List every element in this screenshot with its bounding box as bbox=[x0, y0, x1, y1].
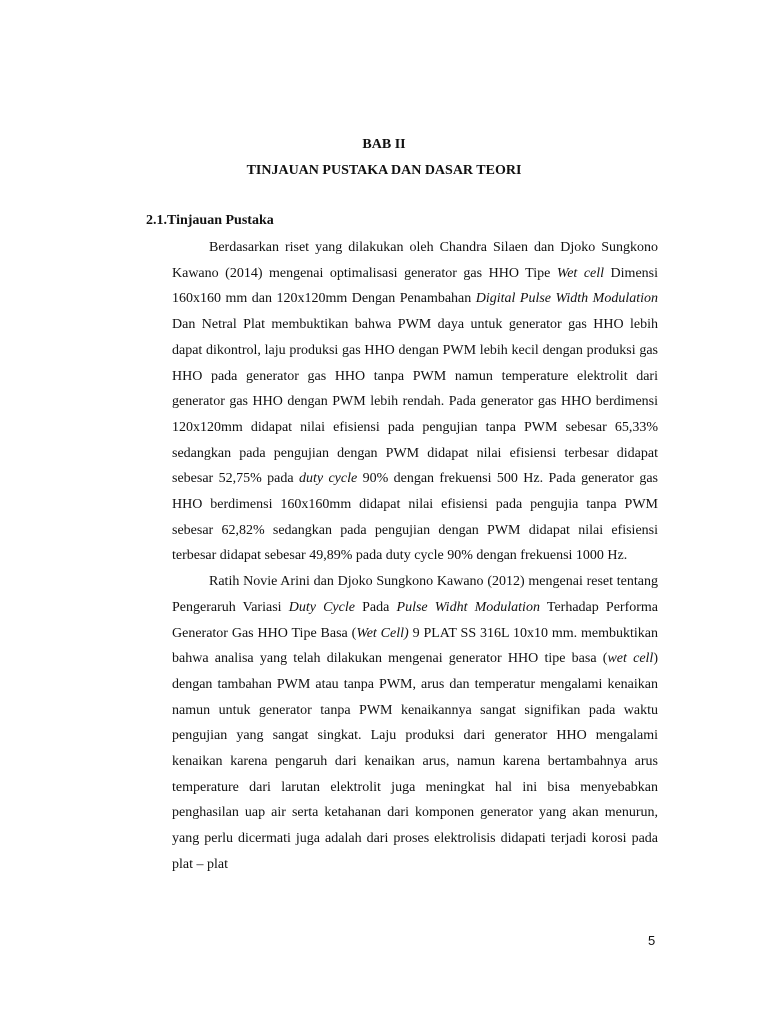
paragraph-2-text-3: Terhadap Performa Generator Gas HHO Tipe Basa ( bbox=[172, 599, 658, 641]
paragraph-1-text-4: 90% dengan frekuensi 500 Hz. Pada generator gas HHO berdimensi 160x160mm didapat nilai efisiensi pada pengujia tanpa PWM sebesar 62,82% sedangkan pada pengujian dengan PWM didapat nilai efisiensi terbesar didapat sebesar 49,89% pada duty cycle 90% dengan frekuensi 1000 Hz. bbox=[172, 471, 658, 564]
page-number: 5 bbox=[648, 933, 656, 948]
paragraph-1-text-3: Dan Netral Plat membuktikan bahwa PWM daya untuk generator gas HHO lebih dapat dikontrol, laju produksi gas HHO dengan PWM lebih kecil dengan produksi gas HHO pada generator gas HHO tanpa PWM namun temperature elektrolit dari generator gas HHO dengan PWM lebih rendah. Pada generator gas HHO berdimensi 120x120mm didapat nilai efisiensi pada pengujian tanpa PWM sebesar 65,33% sedangkan pada pengujian dengan PWM didapat nilai efisiensi terbesar didapat sebesar 52,75% pada bbox=[172, 317, 658, 487]
paragraph-2-text-2: Pada bbox=[354, 599, 397, 615]
paragraph-1-text-2: Dimensi 160x160 mm dan 120x120mm Dengan Penambahan bbox=[172, 265, 658, 307]
paragraph-1-italic-2: Digital Pulse Width Modulation bbox=[475, 291, 658, 307]
paragraph-2-italic-3: Wet Cell) bbox=[356, 625, 409, 641]
paragraph-2-italic-4: wet cell bbox=[607, 651, 654, 667]
paragraph-2-text-4: 9 PLAT SS 316L 10x10 mm. membuktikan bahwa analisa yang telah dilakukan mengenai generator HHO tipe basa ( bbox=[172, 625, 658, 667]
paragraph-1-text-1: Berdasarkan riset yang dilakukan oleh Chandra Silaen dan Djoko Sungkono Kawano (2014) mengenai optimalisasi generator gas HHO Tipe bbox=[172, 240, 658, 281]
paragraph-2-italic-2: Pulse Widht Modulation bbox=[396, 599, 540, 615]
section-heading: 2.1.Tinjauan Pustaka bbox=[146, 213, 274, 228]
paragraph-1 bbox=[172, 235, 658, 569]
paragraph-2-text-5: ) dengan tambahan PWM atau tanpa PWM, arus dan temperatur mengalami kenaikan namun untuk generator tanpa PWM kenaikannya sangat signifikan pada waktu pengujian yang sangat singkat. Laju produksi dari generator HHO mengalami kenaikan karena pengaruh dari kenaikan arus, namun karena bertambahnya arus temperature dari larutan elektrolit juga meningkat hal ini bisa menyebabkan penghasilan uap air serta ketahanan dari komponen generator yang akan menurun, yang perlu dicermati juga adalah dari proses elektrolisis didapati terjadi korosi pada plat – plat bbox=[172, 651, 658, 872]
paragraph-1-italic-1: Wet cell bbox=[556, 265, 605, 281]
paragraph-2-text-1: Ratih Novie Arini dan Djoko Sungkono Kawano (2012) mengenai reset tentang Pengeraruh Variasi bbox=[172, 574, 658, 615]
paragraph-1-italic-3: duty cycle bbox=[298, 471, 358, 487]
paragraph-2-italic-1: Duty Cycle bbox=[288, 599, 355, 615]
chapter-title: TINJAUAN PUSTAKA DAN DASAR TEORI bbox=[246, 163, 522, 178]
chapter-label: BAB II bbox=[362, 137, 406, 152]
body-text bbox=[172, 235, 658, 878]
paragraph-2 bbox=[172, 569, 658, 877]
